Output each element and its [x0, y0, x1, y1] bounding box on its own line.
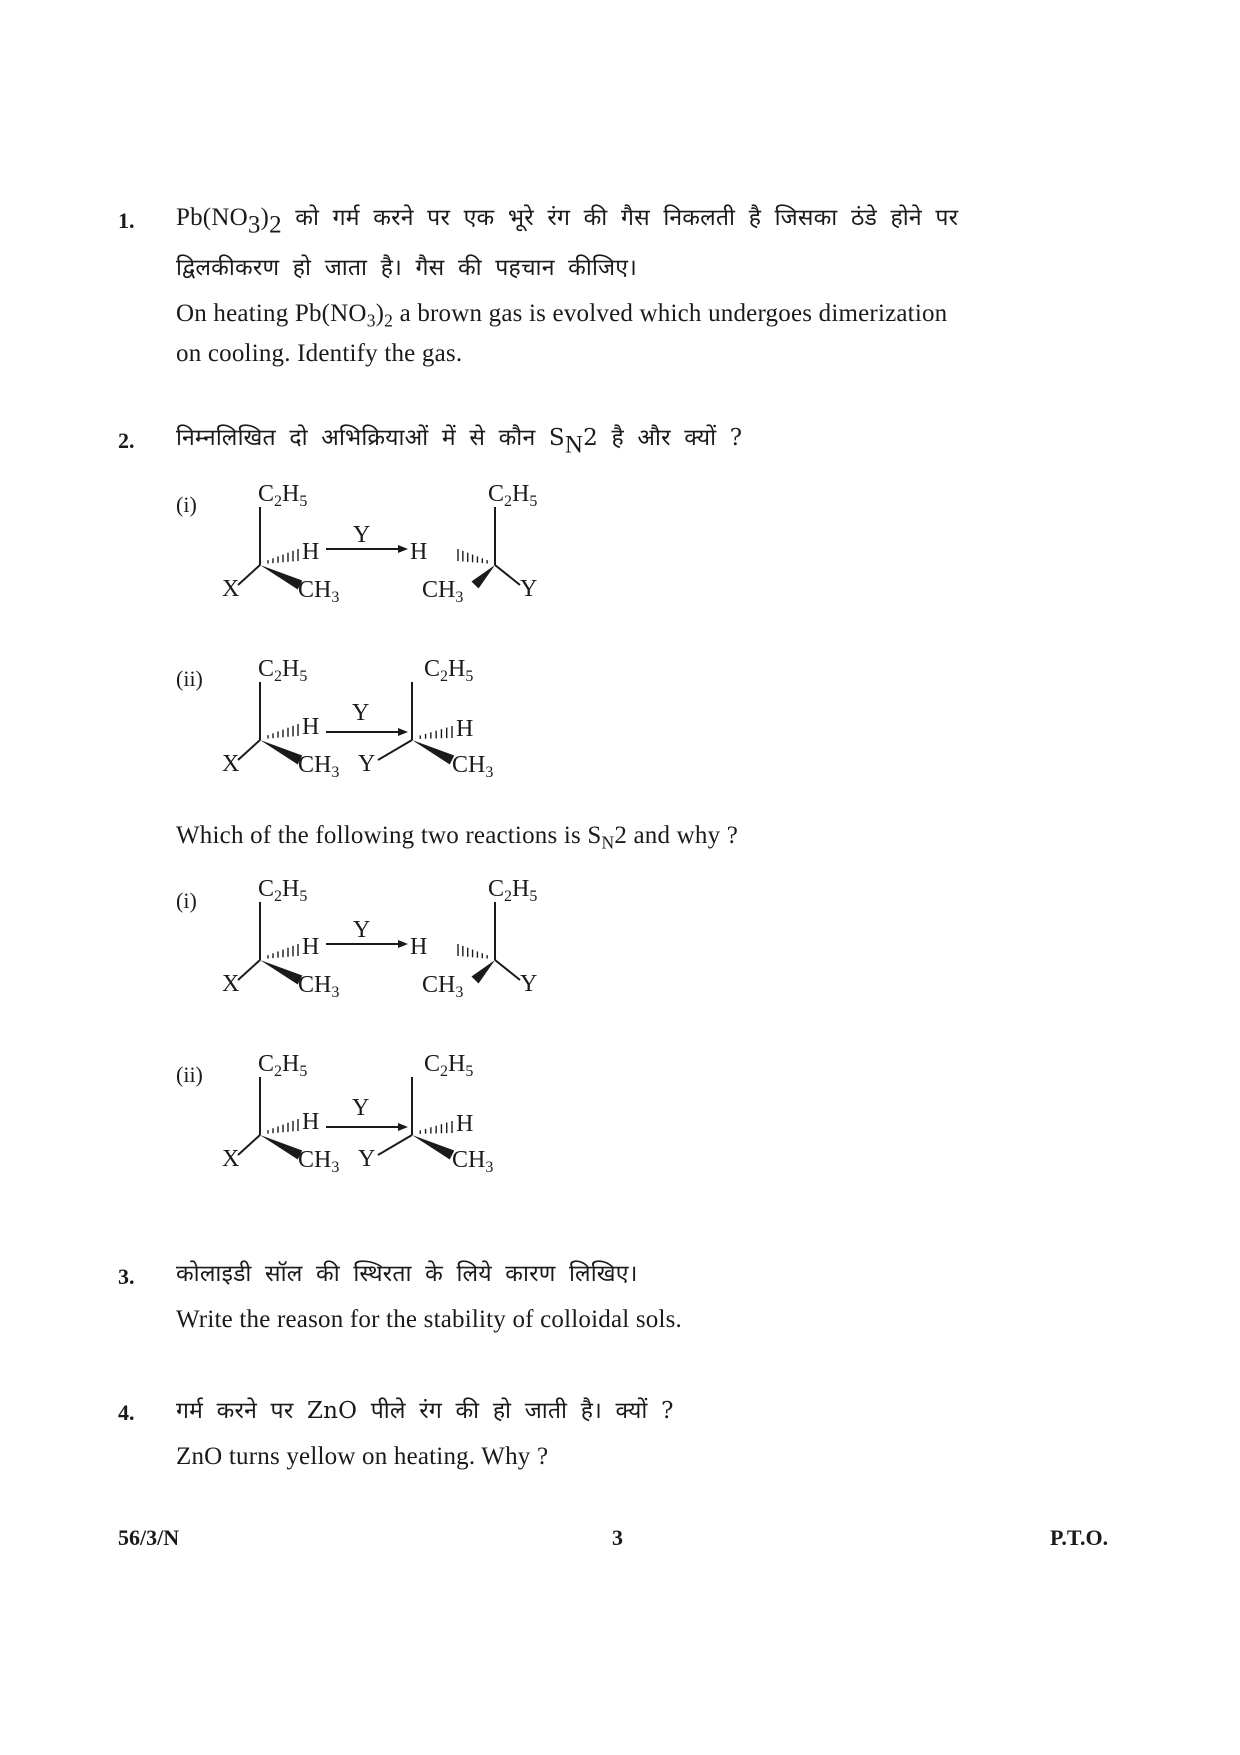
x-bond — [238, 960, 260, 980]
question-english-line: On heating $Pb(NO_3)_2$ a brown gas is evolved which undergoes dimerization — [176, 300, 948, 331]
question-english-line: ZnO turns yellow on heating. Why ? — [176, 1443, 549, 1470]
hydrogen-label: H — [302, 714, 320, 740]
y-bond — [495, 960, 520, 980]
reaction-diagram-ii — [222, 1045, 610, 1185]
question-english-line: Which of the following two reactions is $S_N2$ and why ? — [176, 822, 739, 853]
x-bond — [238, 740, 260, 760]
wedge-bond — [471, 565, 495, 589]
reaction-label-ii: (ii) — [176, 666, 203, 691]
hashed-bond — [268, 724, 298, 739]
hydrogen-label: H — [302, 1109, 320, 1135]
nucleophile-label: Y — [520, 576, 538, 602]
question-hindi-line: गर्म करने पर ZnO पीले रंग की हो जाती है। क्यों ? — [176, 1398, 674, 1424]
hydrogen-label: H — [410, 539, 428, 565]
hashed-bond — [268, 1119, 298, 1134]
hashed-bond — [268, 944, 298, 959]
methyl-group-label: $CH_3$ — [452, 752, 494, 781]
question-english-line: on cooling. Identify the gas. — [176, 340, 463, 367]
reagent-label: Y — [352, 700, 370, 726]
wedge-bond — [260, 1135, 302, 1159]
hydrogen-label: H — [302, 934, 320, 960]
reagent-label: Y — [353, 522, 371, 548]
question-number: 2. — [118, 428, 135, 453]
arrow-head-icon — [398, 545, 408, 553]
leaving-group-label: X — [222, 751, 240, 777]
y-bond — [378, 740, 412, 760]
question-hindi-line: द्विलकीकरण हो जाता है। गैस की पहचान कीजिए। — [176, 255, 638, 281]
ethyl-group-label: $C_2H_5$ — [488, 876, 538, 905]
hydrogen-label: H — [302, 539, 320, 565]
nucleophile-label: Y — [358, 1146, 376, 1172]
hashed-bond — [420, 1121, 452, 1134]
question-hindi-line: निम्नलिखित दो अभिक्रियाओं में से कौन $S_N2$ है और क्यों ? — [176, 425, 743, 459]
methyl-group-label: $CH_3$ — [452, 1147, 494, 1176]
wedge-bond — [412, 1135, 454, 1159]
question-number: 4. — [118, 1400, 135, 1425]
wedge-bond — [471, 960, 495, 984]
leaving-group-label: X — [222, 1146, 240, 1172]
nucleophile-label: Y — [358, 751, 376, 777]
methyl-group-label: $CH_3$ — [298, 752, 340, 781]
x-bond — [238, 1135, 260, 1155]
reagent-label: Y — [353, 917, 371, 943]
wedge-bond — [260, 740, 302, 764]
y-bond — [495, 565, 520, 585]
leaving-group-label: X — [222, 576, 240, 602]
question-number: 3. — [118, 1264, 135, 1289]
methyl-group-label: $CH_3$ — [298, 972, 340, 1001]
question-english-line: Write the reason for the stability of colloidal sols. — [176, 1306, 682, 1333]
reaction-diagram-i — [222, 870, 610, 1010]
leaving-group-label: X — [222, 971, 240, 997]
hashed-bond — [268, 549, 298, 564]
hydrogen-label: H — [410, 934, 428, 960]
ethyl-group-label: $C_2H_5$ — [424, 1051, 474, 1080]
hydrogen-label: H — [456, 716, 474, 742]
reagent-label: Y — [352, 1095, 370, 1121]
hashed-bond — [420, 726, 452, 739]
ethyl-group-label: $C_2H_5$ — [258, 1051, 308, 1080]
methyl-group-label: $CH_3$ — [298, 577, 340, 606]
methyl-group-label: $CH_3$ — [422, 577, 464, 606]
wedge-bond — [412, 740, 454, 764]
ethyl-group-label: $C_2H_5$ — [488, 481, 538, 510]
arrow-head-icon — [398, 1123, 408, 1131]
page-number: 3 — [612, 1525, 623, 1550]
please-turn-over: P.T.O. — [1050, 1525, 1109, 1550]
x-bond — [238, 565, 260, 585]
ethyl-group-label: $C_2H_5$ — [258, 876, 308, 905]
reaction-label-ii: (ii) — [176, 1062, 203, 1087]
arrow-head-icon — [398, 940, 408, 948]
hydrogen-label: H — [456, 1111, 474, 1137]
question-number: 1. — [118, 208, 135, 233]
nucleophile-label: Y — [520, 971, 538, 997]
question-hindi-line: $Pb(NO_3)_2$ को गर्म करने पर एक भूरे रंग की गैस निकलती है जिसका ठंडे होने पर — [176, 204, 959, 239]
ethyl-group-label: $C_2H_5$ — [424, 656, 474, 685]
ethyl-group-label: $C_2H_5$ — [258, 481, 308, 510]
reaction-diagram-i — [222, 475, 610, 615]
reaction-label-i: (i) — [176, 492, 197, 517]
question-hindi-line: कोलाइडी सॉल की स्थिरता के लिये कारण लिखिए। — [176, 1261, 638, 1287]
reaction-diagram-ii — [222, 650, 610, 790]
hashed-bond — [458, 944, 487, 959]
wedge-bond — [260, 960, 302, 984]
methyl-group-label: $CH_3$ — [298, 1147, 340, 1176]
wedge-bond — [260, 565, 302, 589]
ethyl-group-label: $C_2H_5$ — [258, 656, 308, 685]
reaction-label-i: (i) — [176, 888, 197, 913]
y-bond — [378, 1135, 412, 1155]
paper-code: 56/3/N — [118, 1525, 180, 1550]
methyl-group-label: $CH_3$ — [422, 972, 464, 1001]
arrow-head-icon — [398, 728, 408, 736]
hashed-bond — [458, 549, 487, 564]
